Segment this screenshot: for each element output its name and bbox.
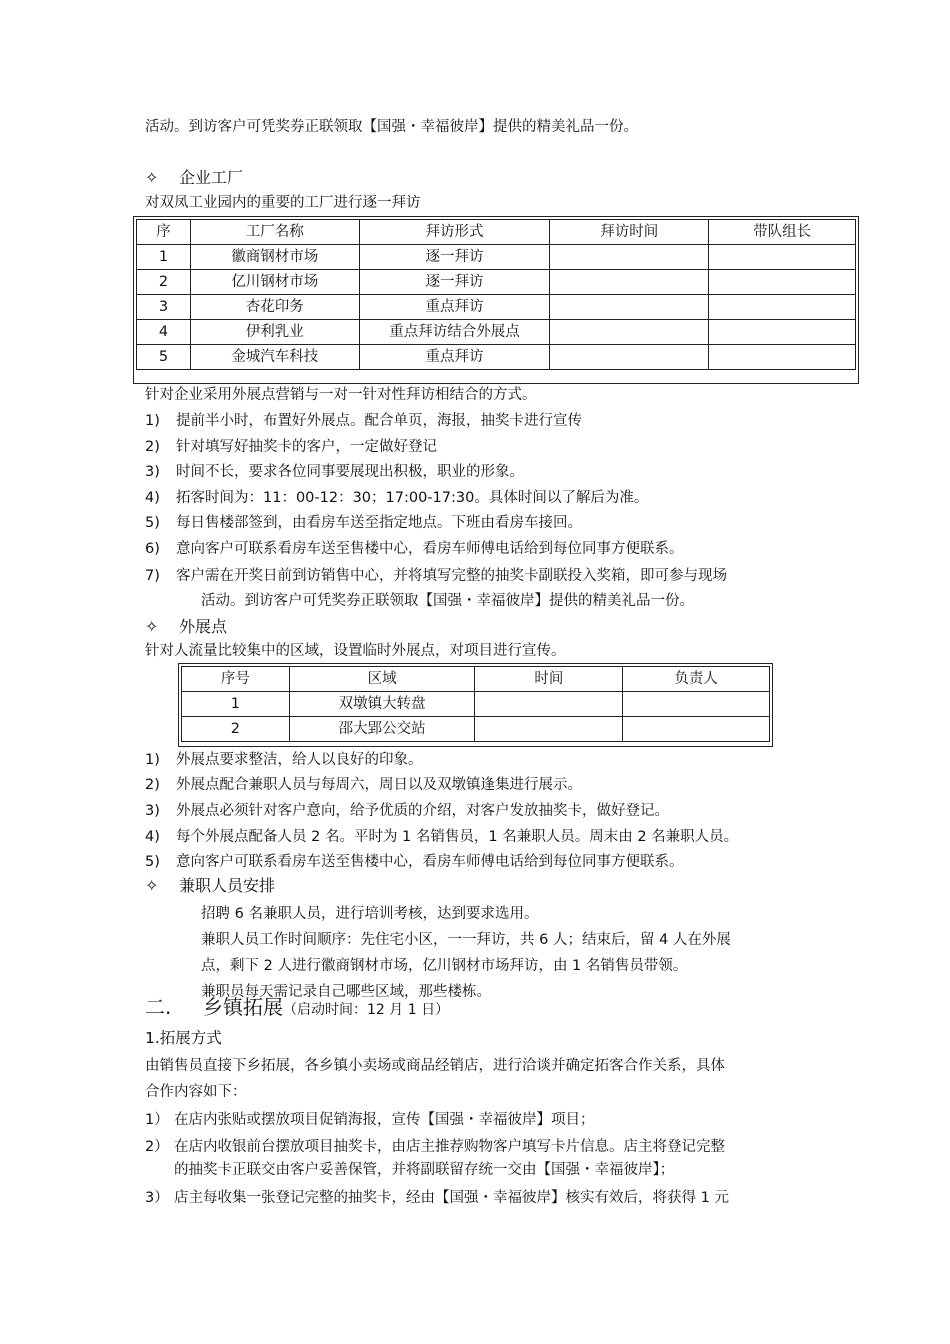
section-intro: 对双凤工业园内的重要的工厂进行逐一拜访 — [145, 195, 421, 211]
table-cell: 2 — [182, 717, 290, 742]
table-cell: 徽商钢材市场 — [190, 245, 359, 270]
sub-heading: 1.拓展方式 — [145, 1029, 222, 1047]
table-cell: 4 — [137, 320, 191, 345]
list-item — [145, 488, 648, 508]
column-header: 带队组长 — [709, 220, 856, 245]
list-item — [145, 852, 684, 872]
table-cell — [550, 320, 709, 345]
list-item-continued — [174, 1160, 674, 1180]
section-heading-outreach — [145, 617, 227, 637]
section-title: 外展点 — [179, 617, 228, 636]
table-cell — [550, 295, 709, 320]
list-text: 针对填写好抽奖卡的客户，一定做好登记 — [176, 439, 437, 455]
list-text: 在店内张贴或摆放项目促销海报，宣传【国强・幸福彼岸】项目； — [174, 1112, 595, 1128]
list-item — [145, 1110, 595, 1130]
list-text: 外展点要求整洁，给人以良好的印象。 — [176, 752, 423, 768]
table-cell: 1 — [137, 245, 191, 270]
table-header-row — [137, 220, 856, 245]
table-cell: 5 — [137, 345, 191, 370]
table-cell — [709, 245, 856, 270]
list-item — [145, 801, 669, 821]
table-cell — [709, 320, 856, 345]
list-number: 2） — [145, 1139, 169, 1155]
table-row — [137, 270, 856, 295]
list-item — [145, 411, 582, 431]
column-header: 拜访形式 — [359, 220, 550, 245]
table-row — [137, 295, 856, 320]
table-header-row — [182, 667, 770, 692]
section-heading-parttime — [145, 876, 275, 896]
table-cell: 双墩镇大转盘 — [289, 692, 475, 717]
chapter-title: 乡镇拓展 — [203, 995, 283, 1019]
list-item — [145, 750, 423, 770]
column-header: 拜访时间 — [550, 220, 709, 245]
chapter-heading — [145, 994, 449, 1023]
list-text: 招聘 6 名兼职人员，进行培训考核，达到要求选用。 — [201, 906, 539, 922]
start-time: （启动时间：12 月 1 日） — [283, 1002, 450, 1018]
sparkle-bullet-icon: ✧ — [145, 876, 159, 895]
list-text: 的抽奖卡正联交由客户妥善保管，并将副联留存统一交由【国强・幸福彼岸】； — [174, 1162, 675, 1178]
list-number: 3) — [145, 803, 160, 819]
list-item — [145, 1137, 725, 1157]
factory-table — [136, 219, 856, 370]
table-row — [182, 717, 770, 742]
sparkle-bullet-icon: ✧ — [145, 617, 159, 636]
list-number: 3） — [145, 1190, 169, 1206]
table-cell — [550, 245, 709, 270]
table-cell — [550, 345, 709, 370]
chapter-number: 二. — [145, 995, 172, 1019]
list-text: 兼职员每天需记录自己哪些区域，那些楼栋。 — [201, 984, 491, 1000]
table-cell: 金城汽车科技 — [190, 345, 359, 370]
list-item — [145, 437, 437, 457]
column-header: 序号 — [182, 667, 290, 692]
table-cell: 伊利乳业 — [190, 320, 359, 345]
list-number: 2) — [145, 777, 160, 793]
list-number: 1) — [145, 413, 160, 429]
list-text: 每日售楼部签到，由看房车送至指定地点。下班由看房车接回。 — [176, 515, 582, 531]
list-number: 2) — [145, 439, 160, 455]
list-text: 外展点配合兼职人员与每周六，周日以及双墩镇逢集进行展示。 — [176, 777, 582, 793]
continued-text: 活动。到访客户可凭奖券正联领取【国强・幸福彼岸】提供的精美礼品一份。 — [145, 119, 638, 135]
section-heading-enterprise — [145, 168, 243, 188]
table-cell: 逐一拜访 — [359, 245, 550, 270]
table-row — [182, 692, 770, 717]
table-row — [137, 345, 856, 370]
table-cell — [709, 295, 856, 320]
list-item — [145, 462, 524, 482]
column-header: 区域 — [289, 667, 475, 692]
table-cell: 重点拜访 — [359, 345, 550, 370]
table-cell — [709, 270, 856, 295]
section-title: 兼职人员安排 — [179, 876, 276, 895]
list-text: 拓客时间为：11：00-12：30；17:00-17:30。具体时间以了解后为准。 — [176, 490, 649, 506]
list-text: 店主每收集一张登记完整的抽奖卡，经由【国强・幸福彼岸】核实有效后，将获得 1 元 — [174, 1190, 729, 1206]
table-cell: 3 — [137, 295, 191, 320]
column-header: 序 — [137, 220, 191, 245]
section-intro: 针对人流量比较集中的区域，设置临时外展点，对项目进行宣传。 — [145, 643, 566, 659]
list-number: 6) — [145, 541, 160, 557]
list-number: 1） — [145, 1112, 169, 1128]
list-text: 客户需在开奖日前到访销售中心，并将填写完整的抽奖卡副联投入奖箱，即可参与现场 — [176, 568, 727, 584]
table-cell: 2 — [137, 270, 191, 295]
column-header: 时间 — [475, 667, 623, 692]
list-text: 在店内收银前台摆放项目抽奖卡，由店主推荐购物客户填写卡片信息。店主将登记完整 — [174, 1139, 725, 1155]
section-title: 企业工厂 — [179, 168, 244, 187]
list-text: 点，剩下 2 人进行徽商钢材市场，亿川钢材市场拜访，由 1 名销售员带领。 — [201, 958, 688, 974]
table-cell: 重点拜访 — [359, 295, 550, 320]
list-text: 时间不长，要求各位同事要展现出积极，职业的形象。 — [176, 464, 524, 480]
paragraph-line: 由销售员直接下乡拓展，各乡镇小卖场或商品经销店，进行洽谈并确定拓客合作关系，具体 — [145, 1058, 725, 1074]
table-cell: 邵大郢公交站 — [289, 717, 475, 742]
table-cell: 重点拜访结合外展点 — [359, 320, 550, 345]
column-header: 负责人 — [623, 667, 770, 692]
table-cell — [709, 345, 856, 370]
table-row — [137, 320, 856, 345]
list-number: 4) — [145, 829, 160, 845]
list-number: 1) — [145, 752, 160, 768]
method-text: 针对企业采用外展点营销与一对一针对性拜访相结合的方式。 — [145, 387, 537, 403]
table-cell — [623, 717, 770, 742]
list-text: 意向客户可联系看房车送至售楼中心，看房车师傅电话给到每位同事方便联系。 — [176, 854, 684, 870]
list-number: 7) — [145, 568, 160, 584]
list-text: 意向客户可联系看房车送至售楼中心，看房车师傅电话给到每位同事方便联系。 — [176, 541, 684, 557]
list-number: 5) — [145, 854, 160, 870]
sparkle-bullet-icon: ✧ — [145, 168, 159, 187]
list-text: 外展点必须针对客户意向，给予优质的介绍，对客户发放抽奖卡，做好登记。 — [176, 803, 669, 819]
list-number: 3) — [145, 464, 160, 480]
paragraph-line — [201, 956, 687, 976]
list-item-continued: 活动。到访客户可凭奖券正联领取【国强・幸福彼岸】提供的精美礼品一份。 — [201, 593, 694, 609]
column-header: 工厂名称 — [190, 220, 359, 245]
paragraph-line: 合作内容如下： — [145, 1084, 247, 1100]
table-row — [137, 245, 856, 270]
list-text: 每个外展点配备人员 2 名。平时为 1 名销售员，1 名兼职人员。周末由 2 名兼职人员。 — [176, 829, 739, 845]
list-item — [145, 827, 738, 847]
paragraph-line — [201, 930, 731, 950]
table-cell — [550, 270, 709, 295]
table-cell — [475, 692, 623, 717]
table-cell: 杏花印务 — [190, 295, 359, 320]
list-text: 兼职人员工作时间顺序：先住宅小区，一一拜访，共 6 人；结束后，留 4 人在外展 — [201, 932, 731, 948]
list-number: 5) — [145, 515, 160, 531]
outreach-table — [181, 666, 770, 742]
list-item — [145, 513, 582, 533]
table-cell: 1 — [182, 692, 290, 717]
list-item — [145, 1188, 729, 1208]
table-cell — [475, 717, 623, 742]
table-cell: 亿川钢材市场 — [190, 270, 359, 295]
list-item — [145, 539, 684, 559]
table-cell: 逐一拜访 — [359, 270, 550, 295]
list-number: 4) — [145, 490, 160, 506]
list-item — [145, 566, 727, 586]
table-cell — [623, 692, 770, 717]
paragraph-line — [201, 904, 538, 924]
list-text: 提前半小时，布置好外展点。配合单页，海报，抽奖卡进行宣传 — [176, 413, 582, 429]
list-item — [145, 775, 582, 795]
